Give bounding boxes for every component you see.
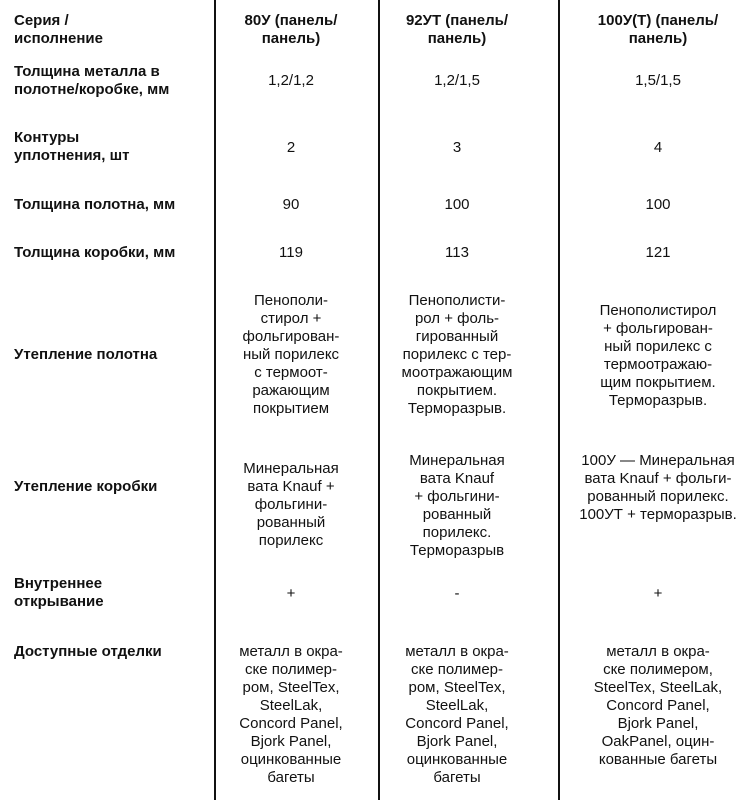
column-divider-2 <box>378 0 380 800</box>
row-leaf-thickness-100ut: 100 <box>645 196 671 213</box>
row-seal-contours-92ut: 3 <box>452 139 462 156</box>
row-leaf-insulation-100ut: Пенополистирол + фольгирован- ный порилекс с термоотражаю- щим покрытием. Терморазрыв. <box>599 302 717 409</box>
row-leaf-insulation-80u: Пенополи- стирол + фольгирован- ный порилекс с термоот- ражающим покрытием <box>242 292 340 417</box>
row-metal-thickness-80u: 1,2/1,2 <box>268 72 314 89</box>
row-seal-contours-100ut: 4 <box>653 139 663 156</box>
row-available-finishes-92ut: металл в окра- ске полимер- ром, SteelTex, SteelLak, Concord Panel, Bjork Panel, оцинкованные багеты <box>405 643 509 786</box>
row-inward-opening-80u: + <box>286 585 296 602</box>
row-inward-opening-92ut: - <box>454 585 460 602</box>
row-available-finishes-100ut: металл в окра- ске полимером, SteelTex, SteelLak, Concord Panel, Bjork Panel, OakPanel, оцин- кованные багеты <box>593 643 723 768</box>
row-frame-thickness-100ut: 121 <box>645 244 671 261</box>
row-label-seal-contours: Контуры уплотнения, шт <box>14 129 130 164</box>
column-divider-3 <box>558 0 560 800</box>
header-col-92ut: 92УТ (панель/ панель) <box>405 12 509 47</box>
row-frame-insulation-100ut: 100У — Минеральная вата Knauf + фольги- рованный порилекс. 100УТ + терморазрыв. <box>579 452 737 523</box>
row-frame-insulation-92ut: Минеральная вата Knauf + фольгини- рованный порилекс. Терморазрыв <box>409 452 505 559</box>
row-available-finishes-80u: металл в окра- ске полимер- ром, SteelTex, SteelLak, Concord Panel, Bjork Panel, оцинкованные багеты <box>239 643 343 786</box>
row-leaf-thickness-92ut: 100 <box>444 196 470 213</box>
row-label-metal-thickness: Толщина металла в полотне/коробке, мм <box>14 63 170 98</box>
row-leaf-insulation-92ut: Пенополисти- рол + фоль- гированный порилекс с тер- моотражающим покрытием. Терморазрыв. <box>401 292 513 417</box>
row-frame-thickness-92ut: 113 <box>445 244 469 261</box>
row-leaf-thickness-80u: 90 <box>282 196 300 213</box>
row-label-leaf-thickness: Толщина полотна, мм <box>14 196 176 213</box>
row-label-available-finishes: Доступные отделки <box>14 643 162 660</box>
header-col-80u: 80У (панель/ панель) <box>244 12 338 47</box>
row-label-inward-opening: Внутреннее открывание <box>14 575 104 610</box>
row-label-leaf-insulation: Утепление полотна <box>14 346 158 363</box>
row-inward-opening-100ut: + <box>653 585 663 602</box>
row-seal-contours-80u: 2 <box>286 139 296 156</box>
row-metal-thickness-92ut: 1,2/1,5 <box>434 72 480 89</box>
header-col-100ut: 100У(Т) (панель/ панель) <box>597 12 719 47</box>
row-label-frame-thickness: Толщина коробки, мм <box>14 244 176 261</box>
header-series-label: Серия / исполнение <box>14 12 103 47</box>
row-frame-insulation-80u: Минеральная вата Knauf + фольгини- рованный порилекс <box>243 460 339 549</box>
row-label-frame-insulation: Утепление коробки <box>14 478 158 495</box>
row-frame-thickness-80u: 119 <box>279 244 303 261</box>
row-metal-thickness-100ut: 1,5/1,5 <box>635 72 681 89</box>
